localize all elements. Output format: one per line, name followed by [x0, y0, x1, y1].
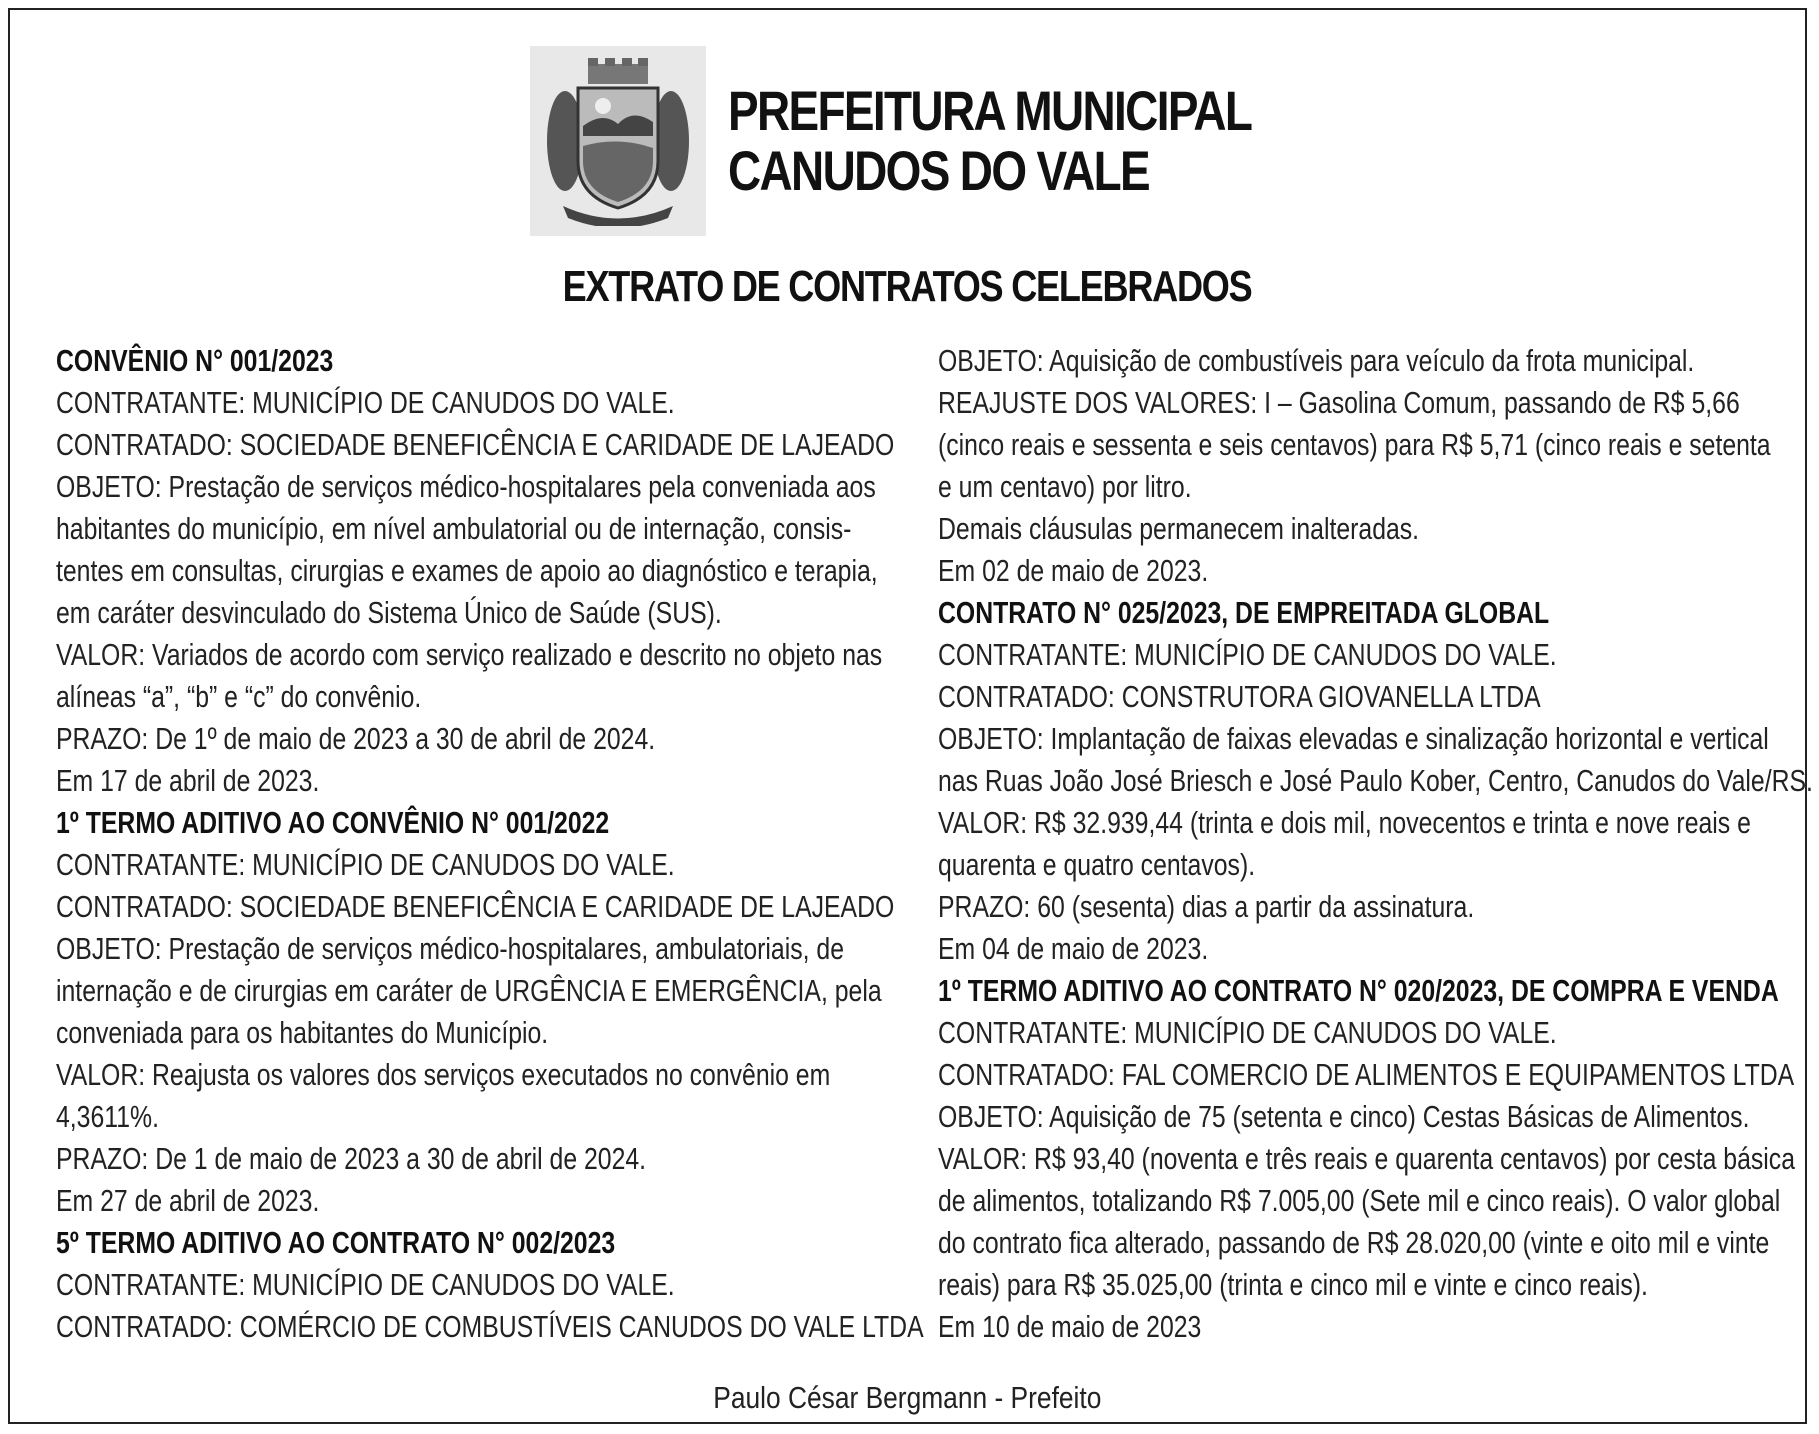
municipal-coat-of-arms-icon: [530, 46, 706, 236]
text-line: [938, 1264, 1784, 1306]
text-line-content: em caráter desvinculado do Sistema Único de Saúde (SUS).: [56, 595, 722, 630]
text-line-content: Em 02 de maio de 2023.: [938, 553, 1209, 588]
text-line-content: CONTRATANTE: MUNICÍPIO DE CANUDOS DO VALE.: [938, 637, 1557, 672]
text-line-content: 4,3611%.: [56, 1099, 159, 1134]
text-line-content: Em 27 de abril de 2023.: [56, 1183, 320, 1218]
section-heading: [938, 970, 1784, 1012]
text-line: [938, 718, 1784, 760]
text-line-content: Em 17 de abril de 2023.: [56, 763, 320, 798]
document-title-text: EXTRATO DE CONTRATOS CELEBRADOS: [563, 262, 1252, 311]
text-line: [938, 1180, 1784, 1222]
text-line-content: habitantes do município, em nível ambulatorial ou de internação, consis-: [56, 511, 852, 546]
document-frame: [8, 8, 1813, 1424]
text-line: [938, 466, 1784, 508]
text-line: [938, 1054, 1795, 1096]
text-line-content: VALOR: R$ 93,40 (noventa e três reais e quarenta centavos) por cesta básica: [938, 1141, 1795, 1176]
text-line: [56, 424, 902, 466]
text-line-content: VALOR: R$ 32.939,44 (trinta e dois mil, novecentos e trinta e nove reais e: [938, 805, 1751, 840]
text-line: [56, 550, 902, 592]
text-line-content: CONTRATADO: FAL COMERCIO DE ALIMENTOS E EQUIPAMENTOS LTDA: [938, 1057, 1795, 1092]
text-line: [56, 466, 902, 508]
text-line-content: OBJETO: Aquisição de combustíveis para veículo da frota municipal.: [938, 343, 1695, 378]
text-line: [56, 592, 902, 634]
text-line: [938, 550, 1784, 592]
text-line: [938, 928, 1784, 970]
text-line-content: PRAZO: De 1º de maio de 2023 a 30 de abril de 2024.: [56, 721, 656, 756]
section-heading: [938, 592, 1784, 634]
organization-line-2: CANUDOS DO VALE: [728, 139, 1150, 202]
text-line-content: CONTRATADO: SOCIEDADE BENEFICÊNCIA E CARIDADE DE LAJEADO: [56, 427, 895, 462]
crown-wall: [588, 64, 648, 84]
text-line-content: PRAZO: De 1 de maio de 2023 a 30 de abril de 2024.: [56, 1141, 647, 1176]
text-line: [56, 718, 902, 760]
text-line-content: REAJUSTE DOS VALORES: I – Gasolina Comum, passando de R$ 5,66: [938, 385, 1740, 420]
text-line-content: tentes em consultas, cirurgias e exames de apoio ao diagnóstico e terapia,: [56, 553, 878, 588]
text-line-content: CONTRATADO: SOCIEDADE BENEFICÊNCIA E CARIDADE DE LAJEADO: [56, 889, 895, 924]
crest-drawing: [543, 56, 693, 226]
text-line: [56, 1180, 902, 1222]
text-line: [56, 676, 902, 718]
text-line: [938, 886, 1784, 928]
text-line: [938, 1138, 1795, 1180]
text-line: [56, 1306, 924, 1348]
text-line: [938, 634, 1784, 676]
text-line: [938, 1306, 1784, 1348]
text-line: [938, 802, 1784, 844]
text-line: [938, 340, 1784, 382]
text-line: [938, 1012, 1784, 1054]
shield-sun: [595, 98, 611, 114]
text-line-content: reais) para R$ 35.025,00 (trinta e cinco mil e vinte e cinco reais).: [938, 1267, 1648, 1302]
organization-line-1: PREFEITURA MUNICIPAL: [728, 79, 1252, 142]
text-line: [56, 970, 902, 1012]
left-column: [56, 340, 924, 1348]
text-line-content: CONTRATANTE: MUNICÍPIO DE CANUDOS DO VALE.: [56, 1267, 675, 1302]
text-line: [938, 844, 1784, 886]
text-line-content: conveniada para os habitantes do Município.: [56, 1015, 549, 1050]
text-line: [938, 1096, 1784, 1138]
text-line: [56, 844, 902, 886]
text-line-content: alíneas “a”, “b” e “c” do convênio.: [56, 679, 422, 714]
section-heading-text: CONVÊNIO N° 001/2023: [56, 343, 334, 378]
text-line-content: do contrato fica alterado, passando de R$ 28.020,00 (vinte e oito mil e vinte: [938, 1225, 1770, 1260]
section-heading-text: 1º TERMO ADITIVO AO CONTRATO N° 020/2023, DE COMPRA E VENDA: [938, 973, 1779, 1008]
text-line-content: PRAZO: 60 (sesenta) dias a partir da assinatura.: [938, 889, 1475, 924]
text-line: [56, 1264, 902, 1306]
text-line: [938, 508, 1784, 550]
text-line: [56, 760, 902, 802]
crown-merlon: [605, 58, 615, 66]
text-line-content: OBJETO: Implantação de faixas elevadas e sinalização horizontal e vertical: [938, 721, 1769, 756]
text-line: [56, 508, 902, 550]
text-line-content: OBJETO: Aquisição de 75 (setenta e cinco) Cestas Básicas de Alimentos.: [938, 1099, 1750, 1134]
text-line: [938, 676, 1784, 718]
text-line: [56, 886, 902, 928]
text-line-content: CONTRATANTE: MUNICÍPIO DE CANUDOS DO VALE.: [56, 385, 675, 420]
text-line: [56, 382, 902, 424]
text-line: [56, 1054, 902, 1096]
text-line: [56, 1138, 902, 1180]
document-title: [10, 262, 1805, 312]
crown-merlon: [638, 58, 648, 66]
text-line-content: VALOR: Reajusta os valores dos serviços executados no convênio em: [56, 1057, 831, 1092]
text-line-content: Em 04 de maio de 2023.: [938, 931, 1209, 966]
section-heading-text: 1º TERMO ADITIVO AO CONVÊNIO N° 001/2022: [56, 805, 610, 840]
text-line: [938, 1222, 1784, 1264]
organization-name: [728, 81, 1251, 201]
text-line-content: CONTRATADO: COMÉRCIO DE COMBUSTÍVEIS CANUDOS DO VALE LTDA: [56, 1309, 924, 1344]
section-heading: [56, 1222, 902, 1264]
text-line-content: nas Ruas João José Briesch e José Paulo Kober, Centro, Canudos do Vale/RS.: [938, 763, 1813, 798]
text-line-content: (cinco reais e sessenta e seis centavos) para R$ 5,71 (cinco reais e setenta: [938, 427, 1771, 462]
section-heading-text: 5º TERMO ADITIVO AO CONTRATO N° 002/2023: [56, 1225, 616, 1260]
signature: [10, 1380, 1805, 1416]
text-line: [938, 382, 1784, 424]
text-line-content: CONTRATANTE: MUNICÍPIO DE CANUDOS DO VALE.: [938, 1015, 1557, 1050]
text-line: [938, 424, 1784, 466]
text-line-content: Em 10 de maio de 2023: [938, 1309, 1202, 1344]
text-line-content: e um centavo) por litro.: [938, 469, 1192, 504]
crown-merlon: [588, 58, 598, 66]
text-line-content: CONTRATANTE: MUNICÍPIO DE CANUDOS DO VALE.: [56, 847, 675, 882]
text-line-content: CONTRATADO: CONSTRUTORA GIOVANELLA LTDA: [938, 679, 1541, 714]
text-line-content: de alimentos, totalizando R$ 7.005,00 (Sete mil e cinco reais). O valor global: [938, 1183, 1781, 1218]
crown-merlon: [622, 58, 632, 66]
section-heading-text: CONTRATO N° 025/2023, DE EMPREITADA GLOBAL: [938, 595, 1550, 630]
text-line-content: OBJETO: Prestação de serviços médico-hospitalares pela conveniada aos: [56, 469, 876, 504]
text-line-content: Demais cláusulas permanecem inalteradas.: [938, 511, 1420, 546]
text-line: [56, 928, 902, 970]
text-line: [56, 634, 902, 676]
text-line: [56, 1012, 902, 1054]
text-line-content: internação e de cirurgias em caráter de URGÊNCIA E EMERGÊNCIA, pela: [56, 973, 882, 1008]
document-header: [530, 46, 1366, 236]
text-line: [56, 1096, 902, 1138]
text-line-content: OBJETO: Prestação de serviços médico-hospitalares, ambulatoriais, de: [56, 931, 844, 966]
text-line-content: quarenta e quatro centavos).: [938, 847, 1256, 882]
section-heading: [56, 340, 902, 382]
signature-text: Paulo César Bergmann - Prefeito: [713, 1380, 1102, 1415]
section-heading: [56, 802, 902, 844]
text-line-content: VALOR: Variados de acordo com serviço realizado e descrito no objeto nas: [56, 637, 883, 672]
right-column: [938, 340, 1813, 1348]
text-line: [938, 760, 1813, 802]
